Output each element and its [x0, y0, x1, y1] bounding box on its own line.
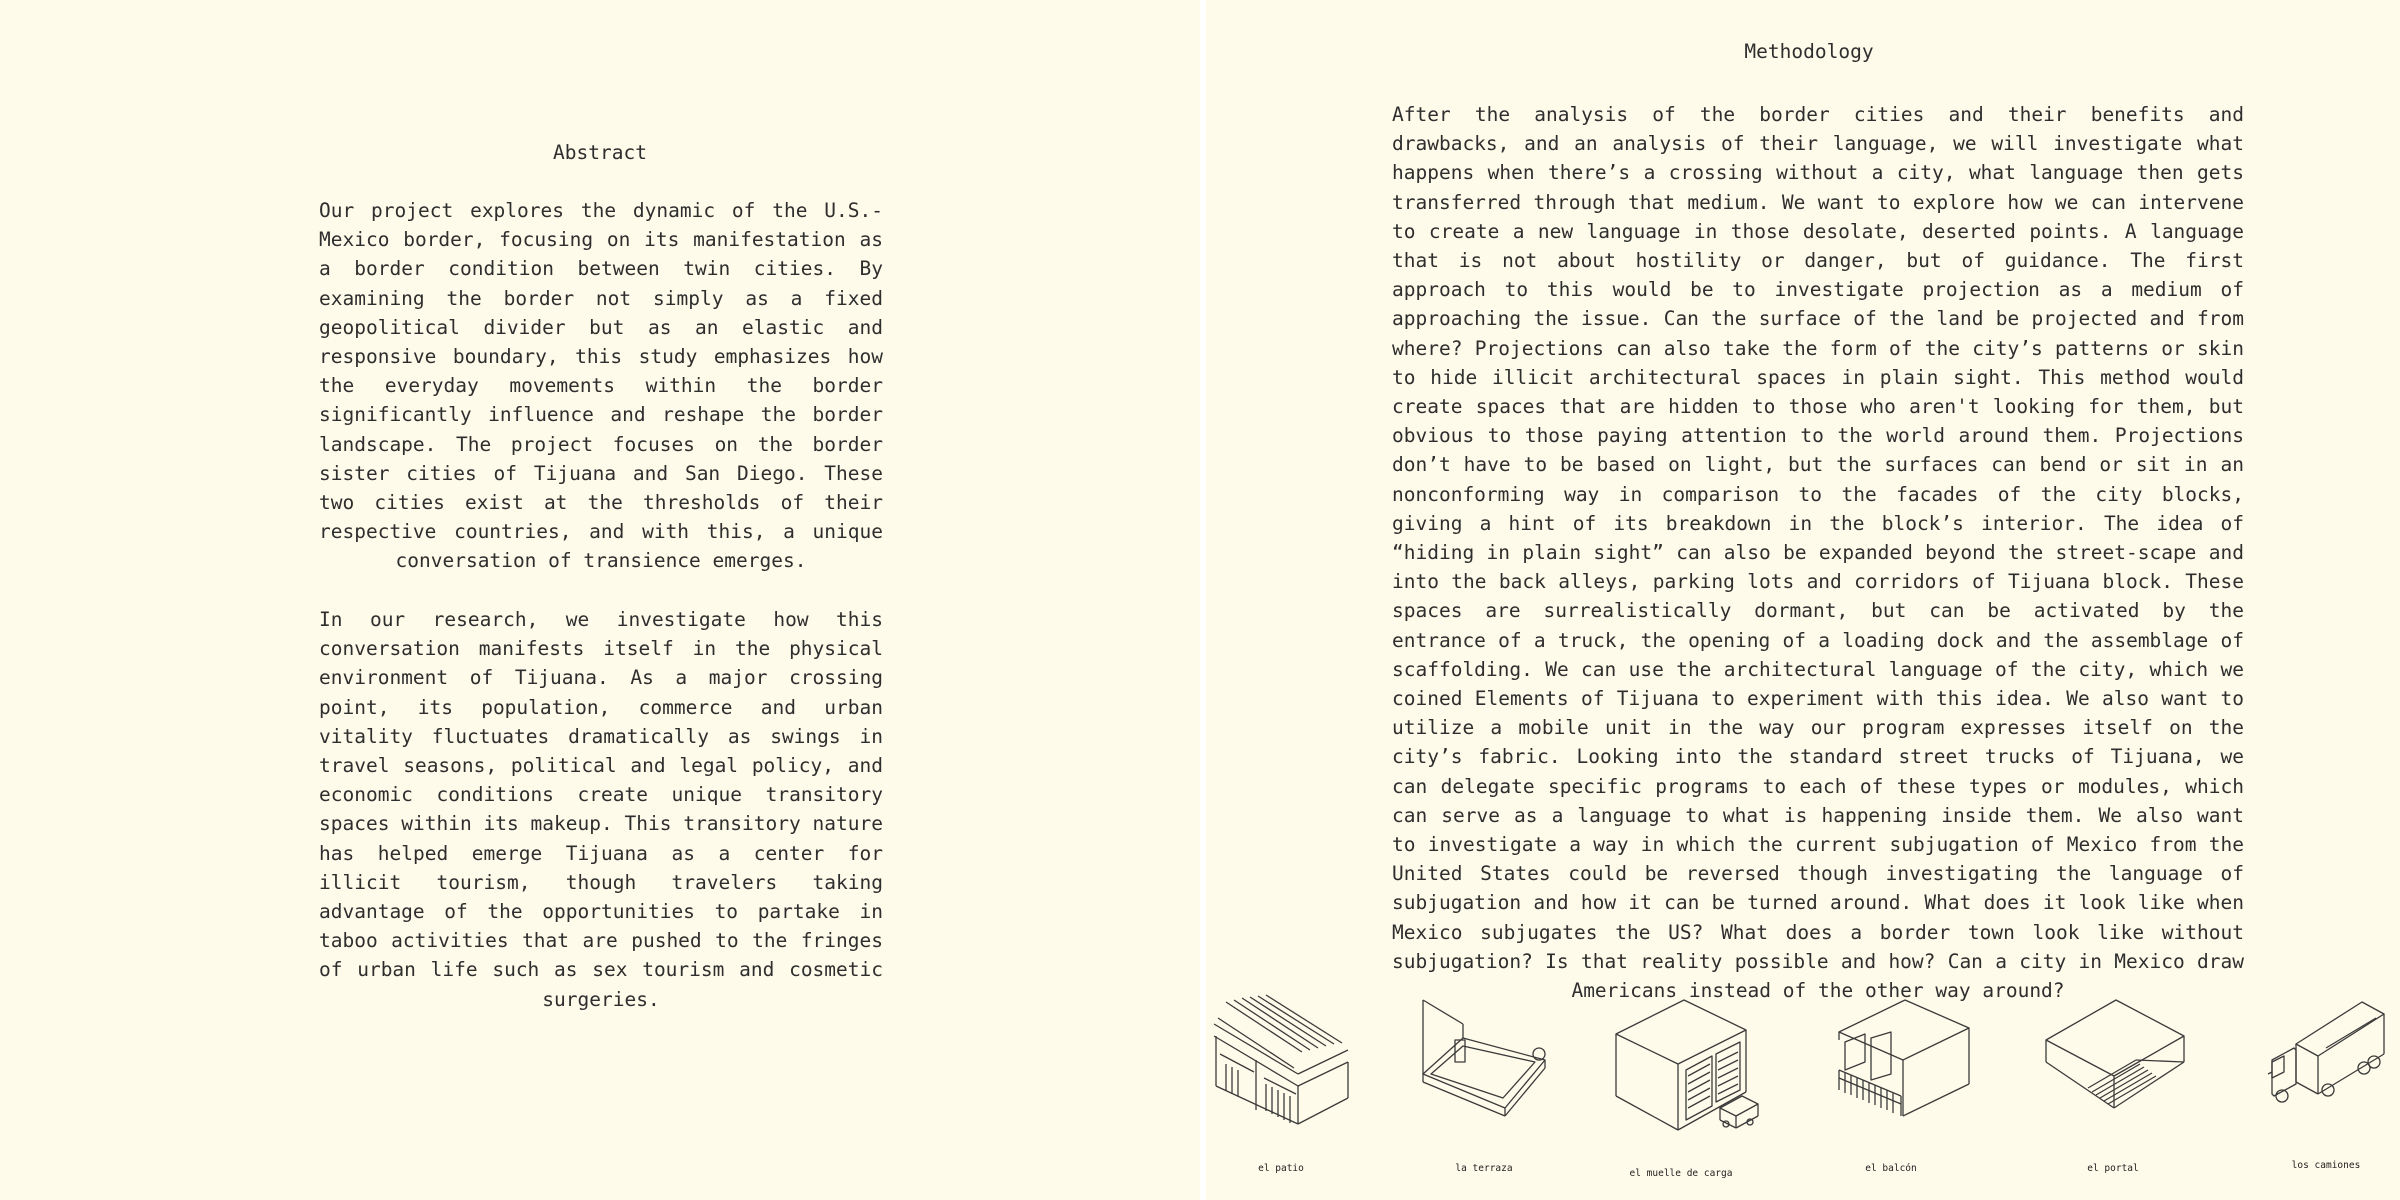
- caption-los-camiones: los camiones: [2291, 1160, 2361, 1171]
- abstract-title: Abstract: [553, 141, 647, 164]
- loading-dock-icon: [1612, 996, 1762, 1136]
- caption-el-patio: el patio: [1258, 1163, 1304, 1174]
- abstract-paragraph-1: Our project explores the dynamic of the U.S.-Mexico border, focusing on its manifestation as a border condition between twin cities. By examining the border not simply as a fixed geopolitical divider but as an elastic and responsive boundary, this study emphasizes how the everyday movements within the border significantly influence and reshape the border landscape. The project focuses on the border sister cities of Tijuana and San Diego. These two cities exist at the thresholds of their respective countries, and with this, a unique conversation of transience emerges.: [319, 199, 883, 573]
- caption-el-balcon: el balcón: [1865, 1163, 1917, 1174]
- caption-el-muelle-de-carga: el muelle de carga: [1629, 1168, 1733, 1179]
- balcony-icon: [1837, 998, 1977, 1118]
- patio-icon: [1206, 994, 1356, 1124]
- methodology-paragraph: After the analysis of the border cities and their benefits and drawbacks, and an analysis of their language, we will investigate what happens when there’s a crossing without a city, what language then gets transferred through that medium. We want to explore how we can intervene to create a new language in those desolate, deserted points. A language that is not about hostility or danger, but of guidance. The first approach to this would be to investigate projection as a medium of approaching the issue. Can the surface of the land be projected and from where? Projections can also take the form of the city’s patterns or skin to hide illicit architectural spaces in plain sight. This method would create spaces that are hidden to those who aren't looking for them, but obvious to those paying attention to the world around them. Projections don’t have to be based on light, but the surfaces can bend or sit in an nonconforming way in comparison to the facades of the city blocks, giving a hint of its breakdown in the block’s interior. The idea of “hiding in plain sight” can also be expanded beyond the street-scape and into the back alleys, parking lots and corridors of Tijuana block. These spaces are surrealistically dormant, but can be activated by the entrance of a truck, the opening of a loading dock and the assemblage of scaffolding. We can use the architectural language of the city, which we coined Elements of Tijuana to experiment with this idea. We also want to utilize a mobile unit in the way our program expresses itself on the city’s fabric. Looking into the standard street trucks of Tijuana, we can delegate specific programs to each of these types or modules, which can serve as a language to what is happening inside them. We also want to investigate a way in which the current subjugation of Mexico from the United States could be reversed though investigating the language of subjugation and how it can be turned around. What does it look like when Mexico subjugates the US? What does a border town look like without subjugation? Is that reality possible and how? Can a city in Mexico draw Americans instead of the other way around?: [1392, 103, 2244, 1003]
- portal-icon: [2044, 996, 2194, 1116]
- right-page: [1206, 0, 2400, 1200]
- abstract-paragraph-2: In our research, we investigate how this conversation manifests itself in the physical environment of Tijuana. As a major crossing point, its population, commerce and urban vitality fluctuates dramatically as swings in travel seasons, political and legal policy, and economic conditions create unique transitory spaces within its makeup. This transitory nature has helped emerge Tijuana as a center for illicit tourism, though travelers taking advantage of the opportunities to partake in taboo activities that are pushed to the fringes of urban life such as sex tourism and cosmetic surgeries.: [319, 608, 883, 1011]
- terrace-icon: [1419, 998, 1549, 1118]
- caption-la-terraza: la terraza: [1455, 1163, 1513, 1174]
- methodology-title: Methodology: [1744, 40, 1874, 63]
- caption-el-portal: el portal: [2087, 1163, 2139, 1174]
- truck-icon: [2266, 996, 2386, 1106]
